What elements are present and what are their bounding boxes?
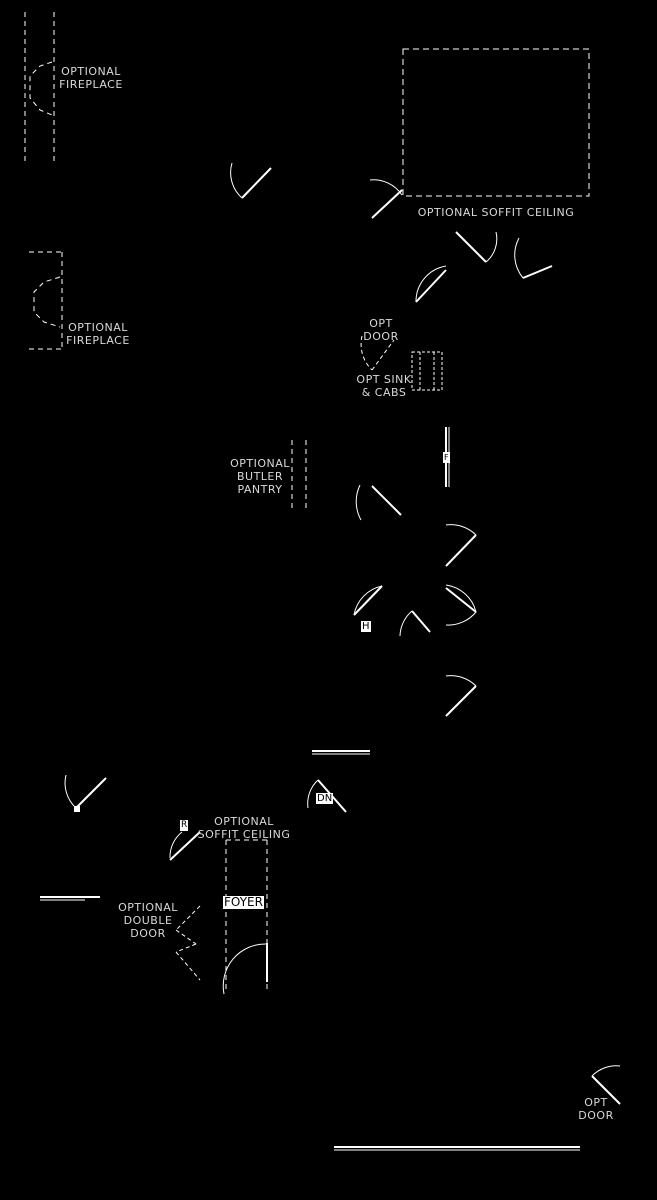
small-marker	[74, 806, 80, 812]
label-opt-door-bottom: OPT DOOR	[578, 1096, 614, 1122]
fireplace-top	[25, 12, 54, 165]
tag-dn: DN	[317, 793, 333, 804]
tag-foyer: FOYER	[224, 895, 263, 909]
label-soffit-bottom: OPTIONAL SOFFIT CEILING	[197, 815, 291, 841]
label-double-door: OPTIONAL DOUBLE DOOR	[118, 901, 178, 940]
label-opt-sink: OPT SINK & CABS	[356, 373, 412, 399]
fireplace-mid	[29, 252, 62, 349]
tag-f: F	[444, 453, 449, 462]
door-swings	[65, 163, 620, 1104]
label-butler-pantry: OPTIONAL BUTLER PANTRY	[230, 457, 290, 496]
wall-pieces	[40, 427, 580, 1150]
label-soffit-top: OPTIONAL SOFFIT CEILING	[417, 206, 575, 219]
soffit-ceiling-bottom	[226, 840, 267, 992]
label-fireplace-mid: OPTIONAL FIREPLACE	[66, 321, 130, 347]
tag-r: R	[181, 820, 188, 830]
label-fireplace-top: OPTIONAL FIREPLACE	[59, 65, 123, 91]
opt-sink-cabs	[412, 352, 442, 390]
label-opt-door-top: OPT DOOR	[363, 317, 399, 343]
tag-h: H	[362, 621, 370, 632]
soffit-ceiling-top	[403, 49, 589, 196]
butler-pantry	[292, 440, 306, 510]
